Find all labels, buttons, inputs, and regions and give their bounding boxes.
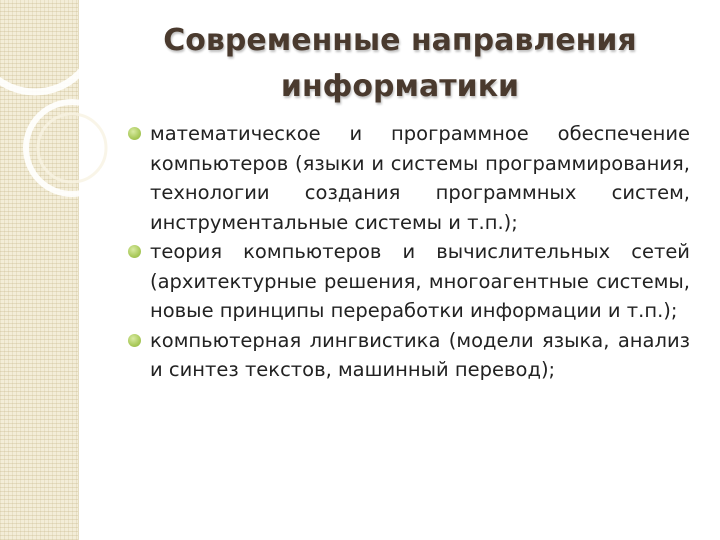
bullet-icon [128, 245, 141, 258]
bullet-text: теория компьютеров и вычислительных сетей (архитектурные решения, многоагентные системы, новые принципы переработки информации и т.п.); [150, 240, 690, 322]
bullet-text: математическое и программное обеспечение компьютеров (языки и системы программирования, технологии создания программных систем, инструментальные системы и т.п.); [150, 122, 690, 234]
bullet-item-software [150, 119, 690, 237]
bullet-icon [128, 334, 141, 347]
bullet-list [150, 119, 690, 385]
bullet-text: компьютерная лингвистика (модели языка, анализ и синтез текстов, машинный перевод); [150, 328, 690, 381]
bullet-item-linguistics [150, 326, 690, 385]
decorative-circles [0, 0, 140, 200]
slide-title-line-1: Современные направления [163, 23, 637, 58]
slide-title [120, 18, 680, 110]
bullet-item-networks [150, 237, 690, 326]
slide-title-line-2: информатики [280, 69, 520, 104]
bullet-icon [128, 127, 141, 140]
